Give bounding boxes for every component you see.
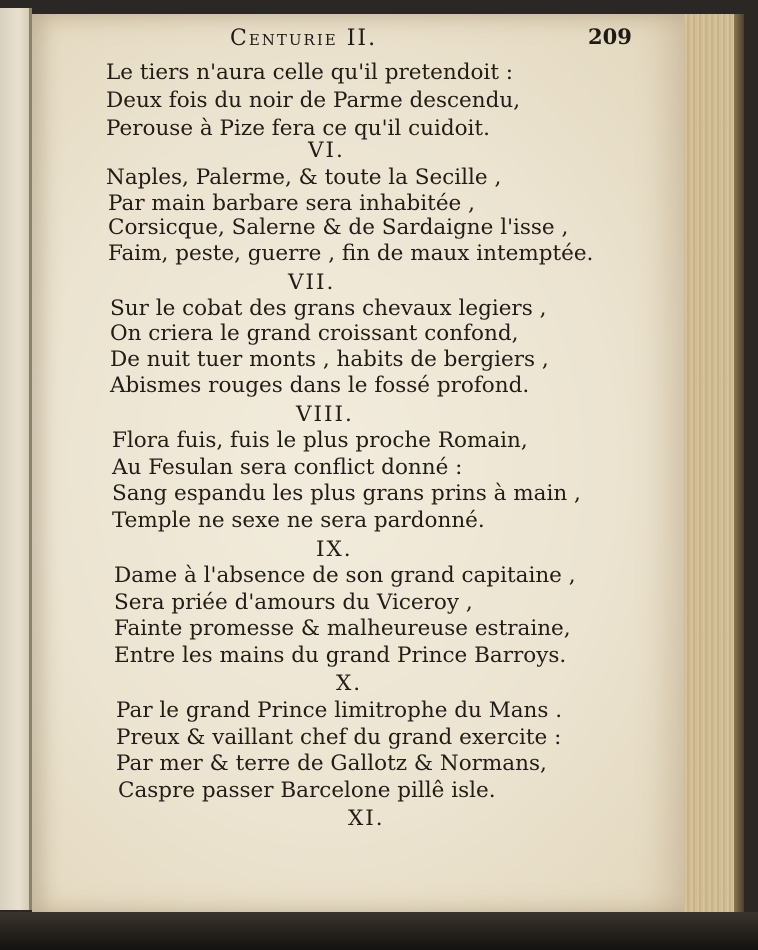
quatrain-numeral: VI.	[308, 138, 345, 163]
verse-line: Faim, peste, guerre , fin de maux intemptée.	[108, 241, 594, 266]
verse-line: Au Fesulan sera conflict donné :	[112, 455, 463, 480]
verse-line: Temple ne sexe ne sera pardonné.	[112, 508, 485, 533]
quatrain-numeral: IX.	[316, 537, 353, 562]
verse-line: Preux & vaillant chef du grand exercite :	[116, 725, 562, 750]
verse-line: Par mer & terre de Gallotz & Normans,	[116, 751, 547, 776]
verse-line: Deux fois du noir de Parme descendu,	[106, 88, 521, 113]
verse-line: Sera priée d'amours du Viceroy ,	[114, 590, 473, 615]
verse-line: Flora fuis, fuis le plus proche Romain,	[112, 428, 528, 453]
verse-line: Abismes rouges dans le fossé profond.	[110, 373, 530, 398]
quatrain-numeral: XI.	[348, 806, 385, 831]
quatrain-numeral: VIII.	[296, 402, 354, 427]
verse-line: Sang espandu les plus grans prins à main ,	[112, 481, 581, 506]
verse-line: Entre les mains du grand Prince Barroys.	[114, 643, 567, 668]
verse-line: Le tiers n'aura celle qu'il pretendoit :	[106, 60, 514, 85]
running-title: Centurie II.	[230, 26, 378, 51]
page-number: 209	[588, 24, 632, 49]
verse-line: Perouse à Pize fera ce qu'il cuidoit.	[106, 116, 490, 141]
facing-page-edge	[0, 8, 32, 910]
verse-line: Par main barbare sera inhabitée ,	[108, 191, 475, 216]
quatrain-numeral: X.	[336, 671, 363, 696]
verse-line: Dame à l'absence de son grand capitaine ,	[114, 563, 576, 588]
verse-line: Naples, Palerme, & toute la Secille ,	[106, 165, 502, 190]
bottom-shadow	[0, 912, 758, 950]
verse-line: Sur le cobat des grans chevaux legiers ,	[110, 296, 547, 321]
verse-line: Par le grand Prince limitrophe du Mans .	[116, 698, 563, 723]
verse-line: De nuit tuer monts , habits de bergiers ,	[110, 347, 549, 372]
page-stack-edge	[684, 14, 744, 926]
verse-line: Corsicque, Salerne & de Sardaigne l'isse ,	[108, 215, 569, 240]
quatrain-numeral: VII.	[288, 270, 336, 295]
verse-line: On criera le grand croissant confond,	[110, 321, 519, 346]
verse-line: Fainte promesse & malheureuse estraine,	[114, 616, 571, 641]
verse-line: Caspre passer Barcelone pillê isle.	[118, 778, 496, 803]
